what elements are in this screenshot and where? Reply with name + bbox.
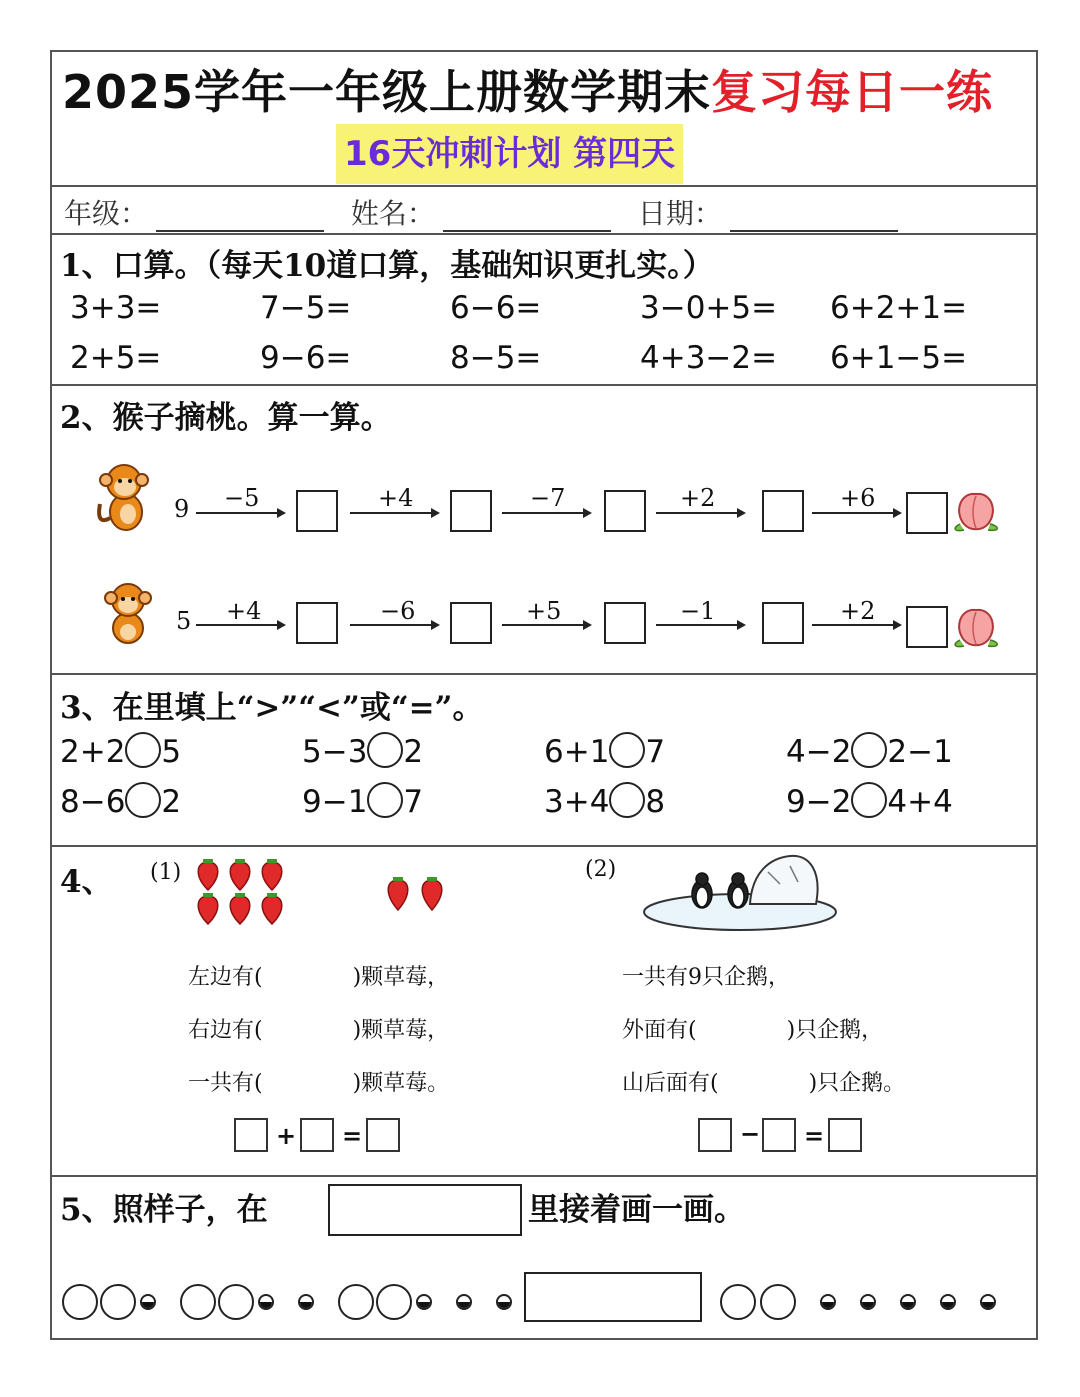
op-label: −1	[680, 597, 716, 625]
text: )颗草莓，	[352, 1018, 450, 1043]
text: 左边有(	[188, 965, 263, 990]
text: 外面有(	[622, 1018, 697, 1043]
divider	[50, 384, 1038, 386]
q1-item: 3+3=	[70, 290, 162, 326]
strawberry-group-right	[380, 874, 450, 914]
compare-right: 2	[161, 784, 182, 820]
q5-title-part1: 5、照样子，在	[60, 1192, 268, 1228]
strawberry-group-left	[190, 856, 290, 930]
op-label: +4	[378, 484, 414, 512]
compare-right: 5	[161, 734, 182, 770]
q1-item: 6−6=	[450, 290, 542, 326]
answer-box[interactable]	[450, 602, 492, 644]
text: )只企鹅。	[808, 1071, 906, 1096]
pattern-dot	[820, 1294, 836, 1310]
q4-left-line1	[188, 960, 449, 991]
answer-box[interactable]	[906, 606, 948, 648]
q1-item: 7−5=	[260, 290, 352, 326]
compare-right: 2	[403, 734, 424, 770]
answer-box[interactable]	[762, 602, 804, 644]
q3-title: 3、在里填上“>”“<”或“=”。	[60, 690, 484, 726]
q1-item: 6+2+1=	[830, 290, 968, 326]
arrow	[350, 512, 438, 514]
op-label: −5	[224, 484, 260, 512]
pattern-dot	[860, 1294, 876, 1310]
pattern-circle	[62, 1284, 98, 1320]
pattern-dot	[496, 1294, 512, 1310]
title-black: 2025学年一年级上册数学期末	[62, 65, 712, 119]
q4-part1-label: (1)	[150, 860, 182, 885]
compare-item	[302, 732, 423, 770]
compare-left: 2+2	[60, 734, 126, 770]
divider	[50, 1175, 1038, 1177]
compare-left: 9−2	[786, 784, 852, 820]
arrow	[812, 512, 900, 514]
pattern-circle	[376, 1284, 412, 1320]
answer-box[interactable]	[296, 602, 338, 644]
compare-right: 8	[645, 784, 666, 820]
compare-item	[60, 782, 181, 820]
text: )只企鹅，	[786, 1018, 884, 1043]
pattern-circle	[218, 1284, 254, 1320]
q4-part2-label: (2)	[585, 857, 617, 882]
pattern-answer-box[interactable]	[524, 1272, 702, 1322]
q4-right-line1: 一共有9只企鹅，	[622, 965, 790, 990]
compare-left: 3+4	[544, 784, 610, 820]
date-field[interactable]	[730, 200, 898, 232]
q1-item: 4+3−2=	[640, 340, 778, 376]
compare-item	[544, 782, 665, 820]
divider	[50, 845, 1038, 847]
op-label: +2	[840, 597, 876, 625]
pattern-circle	[100, 1284, 136, 1320]
equation-box[interactable]	[300, 1118, 334, 1152]
compare-item	[60, 732, 181, 770]
pattern-dot	[940, 1294, 956, 1310]
q4-left-line3	[188, 1066, 449, 1097]
compare-circle[interactable]	[609, 732, 645, 768]
equation-box[interactable]	[366, 1118, 400, 1152]
compare-right: 7	[645, 734, 666, 770]
peach-icon	[950, 484, 1002, 534]
pattern-dot	[456, 1294, 472, 1310]
compare-circle[interactable]	[367, 732, 403, 768]
compare-right: 7	[403, 784, 424, 820]
op-label: +2	[680, 484, 716, 512]
q4-number: 4、	[60, 864, 113, 900]
pattern-dot	[140, 1294, 156, 1310]
equals-sign: =	[342, 1122, 363, 1150]
compare-left: 6+1	[544, 734, 610, 770]
q5-title-box	[328, 1184, 522, 1236]
arrow	[656, 512, 744, 514]
compare-left: 8−6	[60, 784, 126, 820]
q1-item: 8−5=	[450, 340, 542, 376]
answer-box[interactable]	[906, 492, 948, 534]
subtitle: 16天冲刺计划 第四天	[336, 124, 683, 184]
minus-sign: −	[740, 1120, 761, 1148]
pattern-dot	[298, 1294, 314, 1310]
compare-item	[786, 782, 953, 820]
q1-item: 3−0+5=	[640, 290, 778, 326]
name-field[interactable]	[443, 200, 611, 232]
answer-box[interactable]	[296, 490, 338, 532]
peach-icon	[950, 600, 1002, 650]
page-title	[62, 56, 993, 122]
q1-item: 2+5=	[70, 340, 162, 376]
date-label: 日期：	[637, 197, 722, 230]
info-row	[64, 192, 916, 232]
compare-right: 2−1	[887, 734, 953, 770]
text: )颗草莓，	[352, 965, 450, 990]
equation-box[interactable]	[698, 1118, 732, 1152]
divider	[50, 673, 1038, 675]
q1-item: 9−6=	[260, 340, 352, 376]
pattern-dot	[258, 1294, 274, 1310]
q4-right-line2	[622, 1013, 883, 1044]
monkey-icon	[98, 578, 156, 646]
equation-box[interactable]	[234, 1118, 268, 1152]
pattern-circle	[180, 1284, 216, 1320]
pattern-circle	[760, 1284, 796, 1320]
grade-label: 年级：	[64, 197, 149, 230]
chain1-start: 9	[174, 495, 190, 523]
monkey-icon	[92, 460, 160, 534]
q1-title: 1、口算。（每天10道口算，基础知识更扎实。）	[60, 248, 714, 284]
compare-left: 4−2	[786, 734, 852, 770]
q5-title-part2: 里接着画一画。	[528, 1192, 745, 1228]
equation-box[interactable]	[762, 1118, 796, 1152]
q2-title: 2、猴子摘桃。算一算。	[60, 400, 392, 436]
penguins-iceberg-icon	[640, 852, 845, 934]
op-label: +4	[226, 597, 262, 625]
answer-box[interactable]	[604, 490, 646, 532]
compare-item	[302, 782, 423, 820]
compare-right: 4+4	[887, 784, 953, 820]
plus-sign: +	[276, 1122, 297, 1150]
text: )颗草莓。	[352, 1071, 450, 1096]
q1-item: 6+1−5=	[830, 340, 968, 376]
text: 山后面有(	[622, 1071, 719, 1096]
equation-box[interactable]	[828, 1118, 862, 1152]
compare-item	[786, 732, 953, 770]
q4-right-line3	[622, 1066, 905, 1097]
op-label: −7	[530, 484, 566, 512]
compare-circle[interactable]	[851, 732, 887, 768]
answer-box[interactable]	[762, 490, 804, 532]
pattern-dot	[416, 1294, 432, 1310]
name-label: 姓名：	[350, 197, 435, 230]
equals-sign: =	[804, 1122, 825, 1150]
chain2-start: 5	[176, 607, 192, 635]
compare-circle[interactable]	[851, 782, 887, 818]
compare-circle[interactable]	[609, 782, 645, 818]
op-label: +6	[840, 484, 876, 512]
divider	[50, 233, 1038, 235]
q4-left-line2	[188, 1013, 449, 1044]
op-label: −6	[380, 597, 416, 625]
answer-box[interactable]	[604, 602, 646, 644]
compare-circle[interactable]	[367, 782, 403, 818]
title-red: 复习每日一练	[711, 65, 994, 119]
divider	[50, 185, 1038, 187]
text: 右边有(	[188, 1018, 263, 1043]
pattern-dot	[900, 1294, 916, 1310]
pattern-dot	[980, 1294, 996, 1310]
compare-circle[interactable]	[125, 782, 161, 818]
arrow	[196, 512, 284, 514]
op-label: +5	[526, 597, 562, 625]
compare-circle[interactable]	[125, 732, 161, 768]
text: 一共有(	[188, 1071, 263, 1096]
answer-box[interactable]	[450, 490, 492, 532]
arrow	[502, 512, 590, 514]
compare-left: 5−3	[302, 734, 368, 770]
grade-field[interactable]	[156, 200, 324, 232]
compare-left: 9−1	[302, 784, 368, 820]
pattern-circle	[720, 1284, 756, 1320]
compare-item	[544, 732, 665, 770]
pattern-circle	[338, 1284, 374, 1320]
